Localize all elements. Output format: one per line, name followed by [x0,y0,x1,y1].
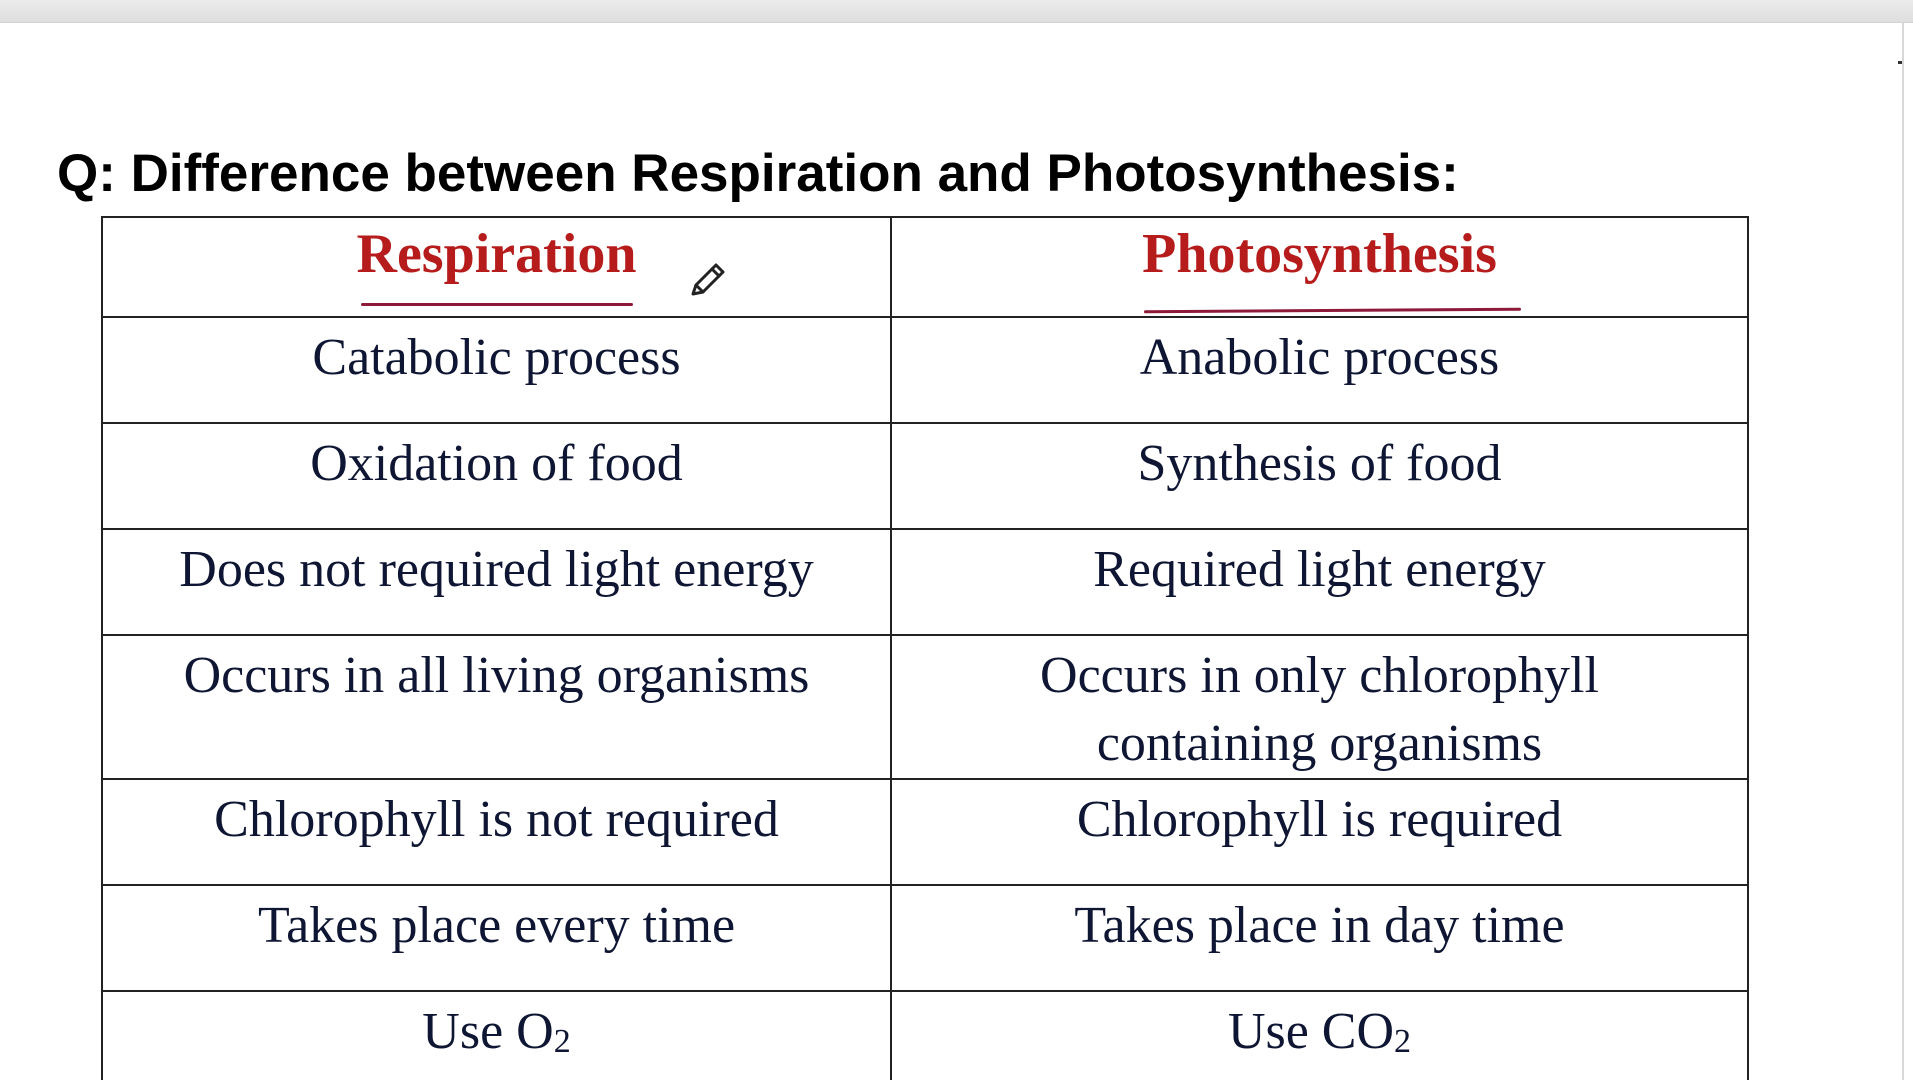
respiration-cell: Occurs in all living organisms [102,635,891,779]
photosynthesis-cell: Chlorophyll is required [891,779,1748,885]
question-title: Q: Difference between Respiration and Photosynthesis: [57,144,1459,203]
respiration-cell: Oxidation of food [102,423,891,529]
header-photosynthesis-label-wrap [1142,218,1497,290]
header-photosynthesis-label: Photosynthesis [1142,223,1497,285]
header-respiration [102,217,891,317]
header-photosynthesis [891,217,1748,317]
respiration-cell [102,991,891,1080]
table-row [102,317,1748,423]
handwritten-underline [1144,308,1521,314]
table-row [102,529,1748,635]
respiration-cell: Chlorophyll is not required [102,779,891,885]
table-row [102,991,1748,1080]
photosynthesis-cell: Takes place in day time [891,885,1748,991]
handwritten-underline [361,303,633,306]
table-row [102,779,1748,885]
top-bar [0,0,1913,23]
header-respiration-label: Respiration [356,223,637,285]
edge-marker [1898,61,1902,64]
pencil-icon [685,258,729,302]
photosynthesis-cell: Required light energy [891,529,1748,635]
chem-prefix: Use O [422,1003,554,1060]
chem-prefix: Use CO [1227,1003,1395,1060]
chem-subscript: 2 [553,1023,571,1060]
respiration-cell: Takes place every time [102,885,891,991]
table-row [102,635,1748,779]
header-respiration-label-wrap [357,218,637,290]
photosynthesis-cell: Synthesis of food [891,423,1748,529]
respiration-cell: Does not required light energy [102,529,891,635]
comparison-table [101,216,1749,1080]
table-row [102,885,1748,991]
scrollbar-edge[interactable] [1902,22,1904,1080]
respiration-cell: Catabolic process [102,317,891,423]
photosynthesis-cell: Anabolic process [891,317,1748,423]
photosynthesis-cell: Occurs in only chlorophyll containing organisms [891,635,1748,779]
chem-subscript: 2 [1394,1023,1412,1060]
table-header-row [102,217,1748,317]
table-row [102,423,1748,529]
photosynthesis-cell [891,991,1748,1080]
